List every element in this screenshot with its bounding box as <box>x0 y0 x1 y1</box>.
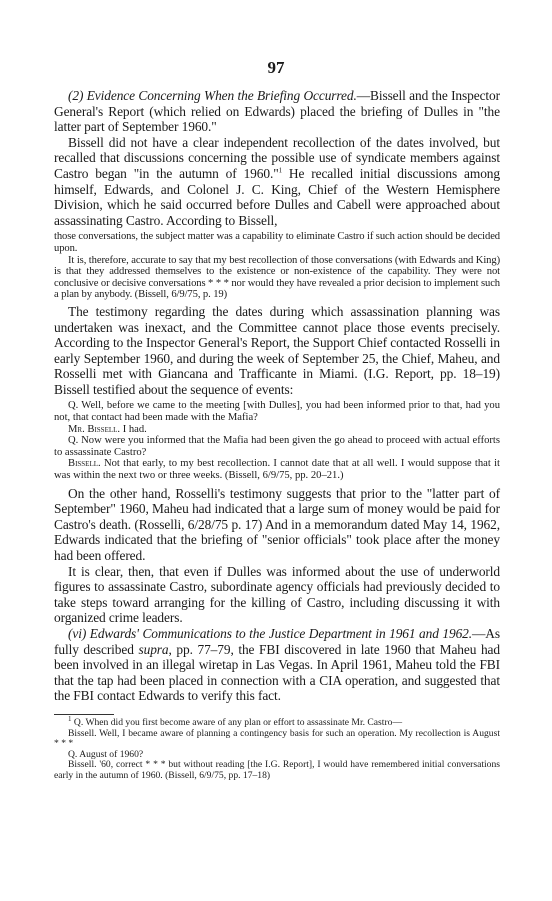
paragraph: The testimony regarding the dates during which assassination planning was undertaken was inexact, and the Committee cannot place those events precisely. According to the Inspector General's Report, the Support Chief contacted Rosselli in early September 1960, and during the week of September 25, the Chief, Maheu, and Rosselli met with Giancana and Trafficante in Miami. (I.G. Report, pp. 18–19) Bissell testified about the sequence of events: <box>54 303 500 397</box>
section-vi-intro <box>54 626 500 704</box>
footnote-divider <box>54 714 114 715</box>
qa-text: I had. <box>120 423 147 435</box>
speaker: Bissell. <box>68 458 101 470</box>
section-2-dash-text: —Bissell and the Inspector General's Report (which relied on Edwards) placed the briefing of Dulles in "the latter part of September 1960." <box>54 88 500 135</box>
qa-line <box>54 424 500 436</box>
section-2-heading: Evidence Concerning When the Briefing Occurred. <box>86 88 357 103</box>
quote-line: It is, therefore, accurate to say that my best recollection of those conversations (with Edwards and King) is that they addressed themselves to the existence or non-existence of the capability. They were not conclusive or decisive conversations * * * nor would they have revealed a prior decision to implement such a plan by anybody. (Bissell, 6/9/75, p. 19) <box>54 254 500 301</box>
section-2-intro <box>54 88 500 135</box>
paragraph: On the other hand, Rosselli's testimony suggests that prior to the "latter part of September" 1960, Maheu had indicated that a large sum of money would be paid for Castro's death. (Rosselli, 6/28/75 p. 17) And in a memorandum dated May 14, 1962, Edwards indicated that the briefing of "senior officials" took place after the money had been offered. <box>54 485 500 563</box>
footnote <box>54 714 500 782</box>
testimony-block <box>54 400 500 481</box>
footnote-line: Q. August of 1960? <box>68 748 144 760</box>
paragraph-text: Bissell did not have a clear independent recollection of the dates involved, but recalled that discussions concerning the possible use of syndicate members against Castro began "in the autumn of 1960." <box>54 134 500 181</box>
paragraph: It is clear, then, that even if Dulles was informed about the use of underworld figures to assassinate Castro, subordinate agency officials had previously decided to take steps toward arranging for the killing of Castro, including discussing it with organized crime leaders. <box>54 563 500 626</box>
page-body <box>54 88 500 782</box>
qa-line: Q. Now were you informed that the Mafia had been given the go ahead to proceed with actual efforts to assassinate Castro? <box>54 435 500 458</box>
footnote-line <box>54 729 500 750</box>
footnote-mark: 1 <box>68 714 72 723</box>
section-2-label: (2) <box>68 88 87 103</box>
supra-word: supra <box>138 641 169 657</box>
section-vi-text: , pp. 77–79, the FBI discovered in late 1960 that Maheu had been involved in an illegal wiretap in Las Vegas. In April 1961, Maheu told the FBI that the tap had been placed in connection with a CIA operation, and suggested that the FBI contact Edwards to verify this fact. <box>54 641 500 704</box>
speaker: Mr. Bissell. <box>68 423 121 435</box>
block-quote <box>54 231 500 301</box>
paragraph-text: He recalled initial discussions among himself, Edwards, and Colonel J. C. King, Chief of the Western Hemisphere Division, which he said occurred before Dulles and Cabell were approached about assassinating Castro. According to Bissell, <box>54 165 500 228</box>
footnote-text: '60, correct * * * but without reading [the I.G. Report], I would have remembered initial conversations early in the autumn of 1960. (Bissell, 6/9/75, pp. 17–18) <box>54 759 500 781</box>
footnote-text: Q. When did you first become aware of any plan or effort to assassinate Mr. Castro— <box>71 716 403 728</box>
section-vi-text: —As fully described <box>54 625 500 657</box>
qa-line: Q. Well, before we came to the meeting [with Dulles], you had been informed prior to that, had you not, that contact had been made with the Mafia? <box>54 400 500 424</box>
paragraph <box>54 135 500 229</box>
qa-line <box>54 458 500 481</box>
speaker: Bissell. <box>68 727 97 739</box>
footnote-ref: 1 <box>278 166 282 175</box>
section-vi-heading: (vi) Edwards' Communications to the Justice Department in 1961 and 1962. <box>68 625 473 641</box>
footnote-line <box>54 760 500 781</box>
quote-line: those conversations, the subject matter was a capability to eliminate Castro if such action should be decided upon. <box>54 231 500 254</box>
qa-text: Not that early, to my best recollection. I cannot date that at all well. I would suppose that it was within the next two or three weeks. (Bissell, 6/9/75, pp. 20–21.) <box>54 458 500 482</box>
page-number: 97 <box>267 58 285 77</box>
speaker: Bissell. <box>68 759 97 771</box>
footnote-text: Well, I became aware of planning a contingency basis for such an operation. My recollection is August * * * <box>54 727 500 750</box>
